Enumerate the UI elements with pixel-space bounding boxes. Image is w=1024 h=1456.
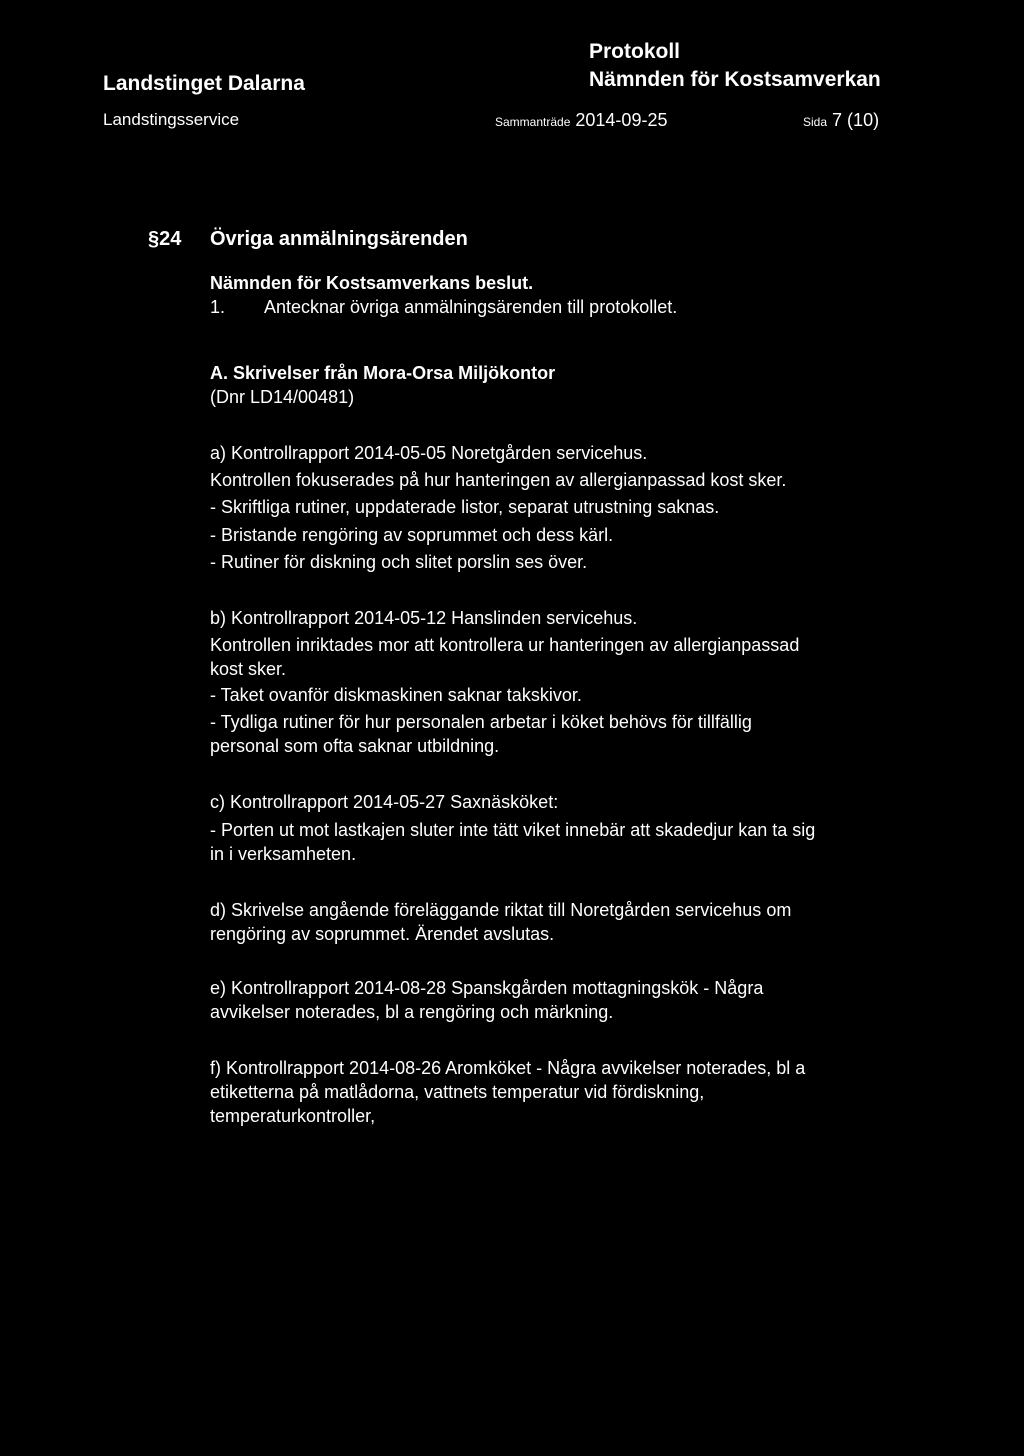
item-b-line: kost sker. bbox=[210, 659, 287, 679]
item-a-line: - Skriftliga rutiner, uppdaterade listor, separat utrustning saknas. bbox=[210, 497, 720, 517]
meeting-info bbox=[495, 110, 667, 131]
item-c-line: - Porten ut mot lastkajen sluter inte tätt viket innebär att skadedjur kan ta sig bbox=[210, 820, 816, 840]
document-type: Protokoll bbox=[589, 40, 681, 63]
committee-name: Nämnden för Kostsamverkan bbox=[589, 68, 881, 91]
part-a-dnr: (Dnr LD14/00481) bbox=[210, 387, 355, 407]
page-number: 7 (10) bbox=[832, 110, 880, 130]
item-f-line: temperaturkontroller, bbox=[210, 1106, 376, 1126]
meeting-label: Sammanträde bbox=[495, 115, 571, 129]
item-b-line: Kontrollen inriktades mor att kontrollera ur hanteringen av allergianpassad bbox=[210, 635, 800, 655]
organization-name: Landstinget Dalarna bbox=[103, 72, 305, 95]
item-e-line: e) Kontrollrapport 2014-08-28 Spanskgården mottagningskök - Några bbox=[210, 978, 764, 998]
page-info bbox=[803, 110, 879, 131]
item-b-line: - Tydliga rutiner för hur personalen arbetar i köket behövs för tillfällig bbox=[210, 712, 752, 732]
department-name: Landstingsservice bbox=[103, 110, 240, 129]
page-label: Sida bbox=[803, 115, 828, 129]
item-f-line: etiketterna på matlådorna, vattnets temperatur vid fördiskning, bbox=[210, 1082, 705, 1102]
part-a-heading: A. Skrivelser från Mora-Orsa Miljökontor bbox=[210, 363, 556, 383]
item-d-line: d) Skrivelse angående föreläggande riktat till Noretgården servicehus om bbox=[210, 900, 792, 920]
item-a-line: a) Kontrollrapport 2014-05-05 Noretgården servicehus. bbox=[210, 443, 648, 463]
item-a-line: Kontrollen fokuserades på hur hanteringen av allergianpassad kost sker. bbox=[210, 470, 787, 490]
item-a-line: - Bristande rengöring av soprummet och dess kärl. bbox=[210, 525, 614, 545]
decision-number: 1. bbox=[210, 297, 226, 317]
item-b-line: - Taket ovanför diskmaskinen saknar takskivor. bbox=[210, 685, 582, 705]
item-c-line: c) Kontrollrapport 2014-05-27 Saxnäsköket: bbox=[210, 792, 559, 812]
meeting-date: 2014-09-25 bbox=[575, 110, 668, 130]
section-title: Övriga anmälningsärenden bbox=[210, 228, 468, 250]
section-number: §24 bbox=[148, 228, 182, 250]
item-b-line: personal som ofta saknar utbildning. bbox=[210, 736, 500, 756]
item-b-line: b) Kontrollrapport 2014-05-12 Hanslinden servicehus. bbox=[210, 608, 638, 628]
decision-heading: Nämnden för Kostsamverkans beslut. bbox=[210, 273, 534, 293]
item-f-line: f) Kontrollrapport 2014-08-26 Aromköket - Några avvikelser noterades, bl a bbox=[210, 1058, 806, 1078]
item-a-line: - Rutiner för diskning och slitet porslin ses över. bbox=[210, 552, 588, 572]
item-c-line: in i verksamheten. bbox=[210, 844, 357, 864]
decision-text: Antecknar övriga anmälningsärenden till protokollet. bbox=[264, 297, 678, 317]
item-e-line: avvikelser noterades, bl a rengöring och märkning. bbox=[210, 1002, 614, 1022]
item-d-line: rengöring av soprummet. Ärendet avslutas. bbox=[210, 924, 555, 944]
